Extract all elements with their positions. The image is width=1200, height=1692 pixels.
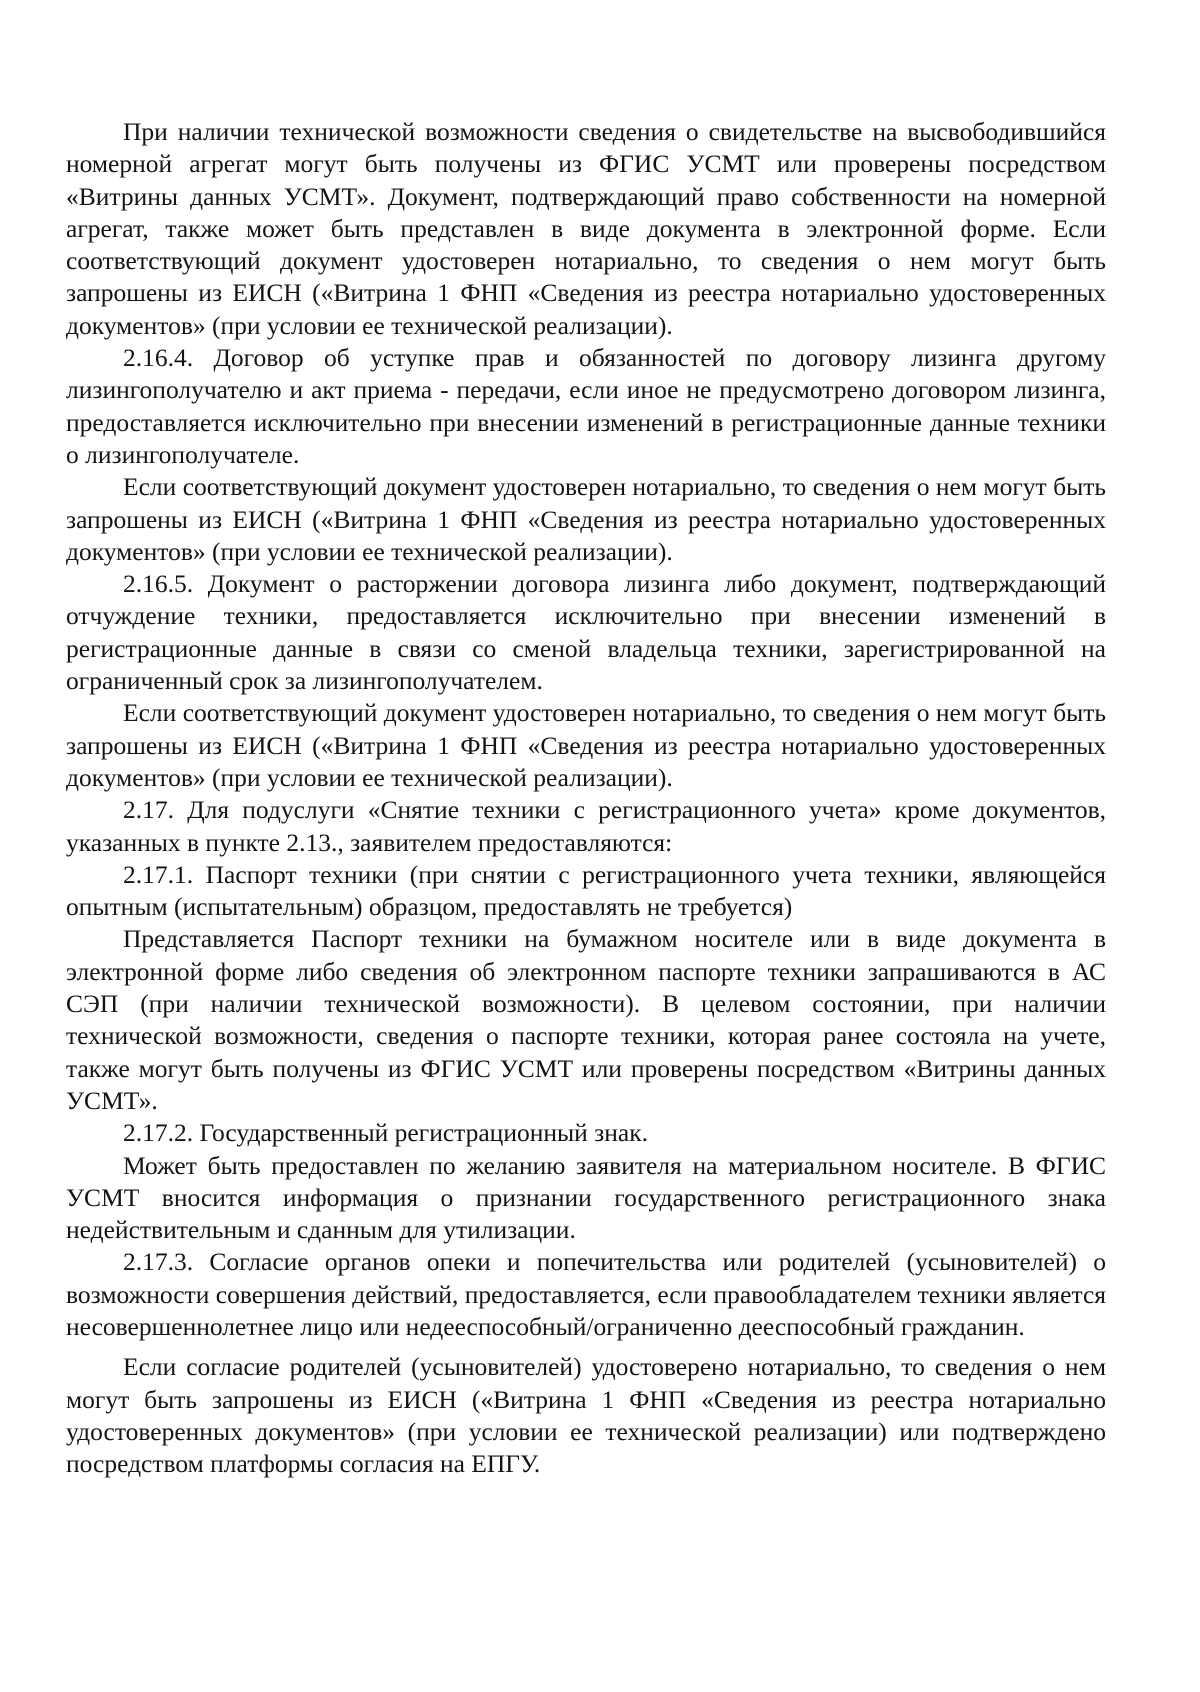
paragraph-notary-info-1: Если соответствующий документ удостоверен нотариально, то сведения о нем могут быть запрошены из ЕИСН («Витрина 1 ФНП «Сведения из реестра нотариально удостоверенных документов» (при условии ее технической реализации).: [66, 472, 1106, 566]
paragraph-usmt-certificate: При наличии технической возможности сведения о свидетельстве на высвободившийся номерной агрегат могут быть получены из ФГИС УСМТ или проверены посредством «Витрины данных УСМТ». Документ, подтверждающий право собственности на номерной агрегат, также может быть представлен в виде документа в электронной форме. Если соответствующий документ удостоверен нотариально, то сведения о нем могут быть запрошены из ЕИСН («Витрина 1 ФНП «Сведения из реестра нотариально удостоверенных документов» (при условии ее технической реализации).: [66, 117, 1106, 340]
paragraph-passport-info: Представляется Паспорт техники на бумажном носителе или в виде документа в электронной форме либо сведения об электронном паспорте техники запрашиваются в АС СЭП (при наличии технической возможности). В целевом состоянии, при наличии технической возможности, сведения о паспорте техники, которая ранее состояла на учете, также могут быть получены из ФГИС УСМТ или проверены посредством «Витрины данных УСМТ».: [66, 924, 1106, 1115]
paragraph-2-17-1: 2.17.1. Паспорт техники (при снятии с регистрационного учета техники, являющейся опытным (испытательным) образцом, предоставлять не требуется): [66, 859, 1106, 922]
paragraph-2-16-5: 2.16.5. Документ о расторжении договора лизинга либо документ, подтверждающий отчуждение техники, предоставляется исключительно при внесении изменений в регистрационные данные в связи со сменой владельца техники, зарегистрированной на ограниченный срок за лизингополучателем.: [66, 569, 1106, 696]
document-page: [66, 116, 1106, 1480]
paragraph-2-17-3: 2.17.3. Согласие органов опеки и попечительства или родителей (усыновителей) о возможности совершения действий, предоставляется, если правообладателем техники является несовершеннолетнее лицо или недееспособный/ограниченно дееспособный гражданин.: [66, 1247, 1106, 1341]
paragraph-parental-consent: Если согласие родителей (усыновителей) удостоверено нотариально, то сведения о нем могут быть запрошены из ЕИСН («Витрина 1 ФНП «Сведения из реестра нотариально удостоверенных документов» (при условии ее технической реализации) или подтверждено посредством платформы согласия на ЕПГУ.: [66, 1352, 1106, 1479]
paragraph-plate-info: Может быть предоставлен по желанию заявителя на материальном носителе. В ФГИС УСМТ вносится информация о признании государственного регистрационного знака недействительным и сданным для утилизации.: [66, 1150, 1106, 1245]
paragraph-2-17: 2.17. Для подуслуги «Снятие техники с регистрационного учета» кроме документов, указанных в пункте 2.13., заявителем предоставляются:: [66, 795, 1106, 857]
paragraph-notary-info-2: Если соответствующий документ удостоверен нотариально, то сведения о нем могут быть запрошены из ЕИСН («Витрина 1 ФНП «Сведения из реестра нотариально удостоверенных документов» (при условии ее технической реализации).: [66, 698, 1106, 792]
paragraph-2-16-4: 2.16.4. Договор об уступке прав и обязанностей по договору лизинга другому лизингополучателю и акт приема - передачи, если иное не предусмотрено договором лизинга, предоставляется исключительно при внесении изменений в регистрационные данные техники о лизингополучателе.: [66, 343, 1106, 469]
paragraph-2-17-2: 2.17.2. Государственный регистрационный знак.: [123, 1118, 648, 1148]
